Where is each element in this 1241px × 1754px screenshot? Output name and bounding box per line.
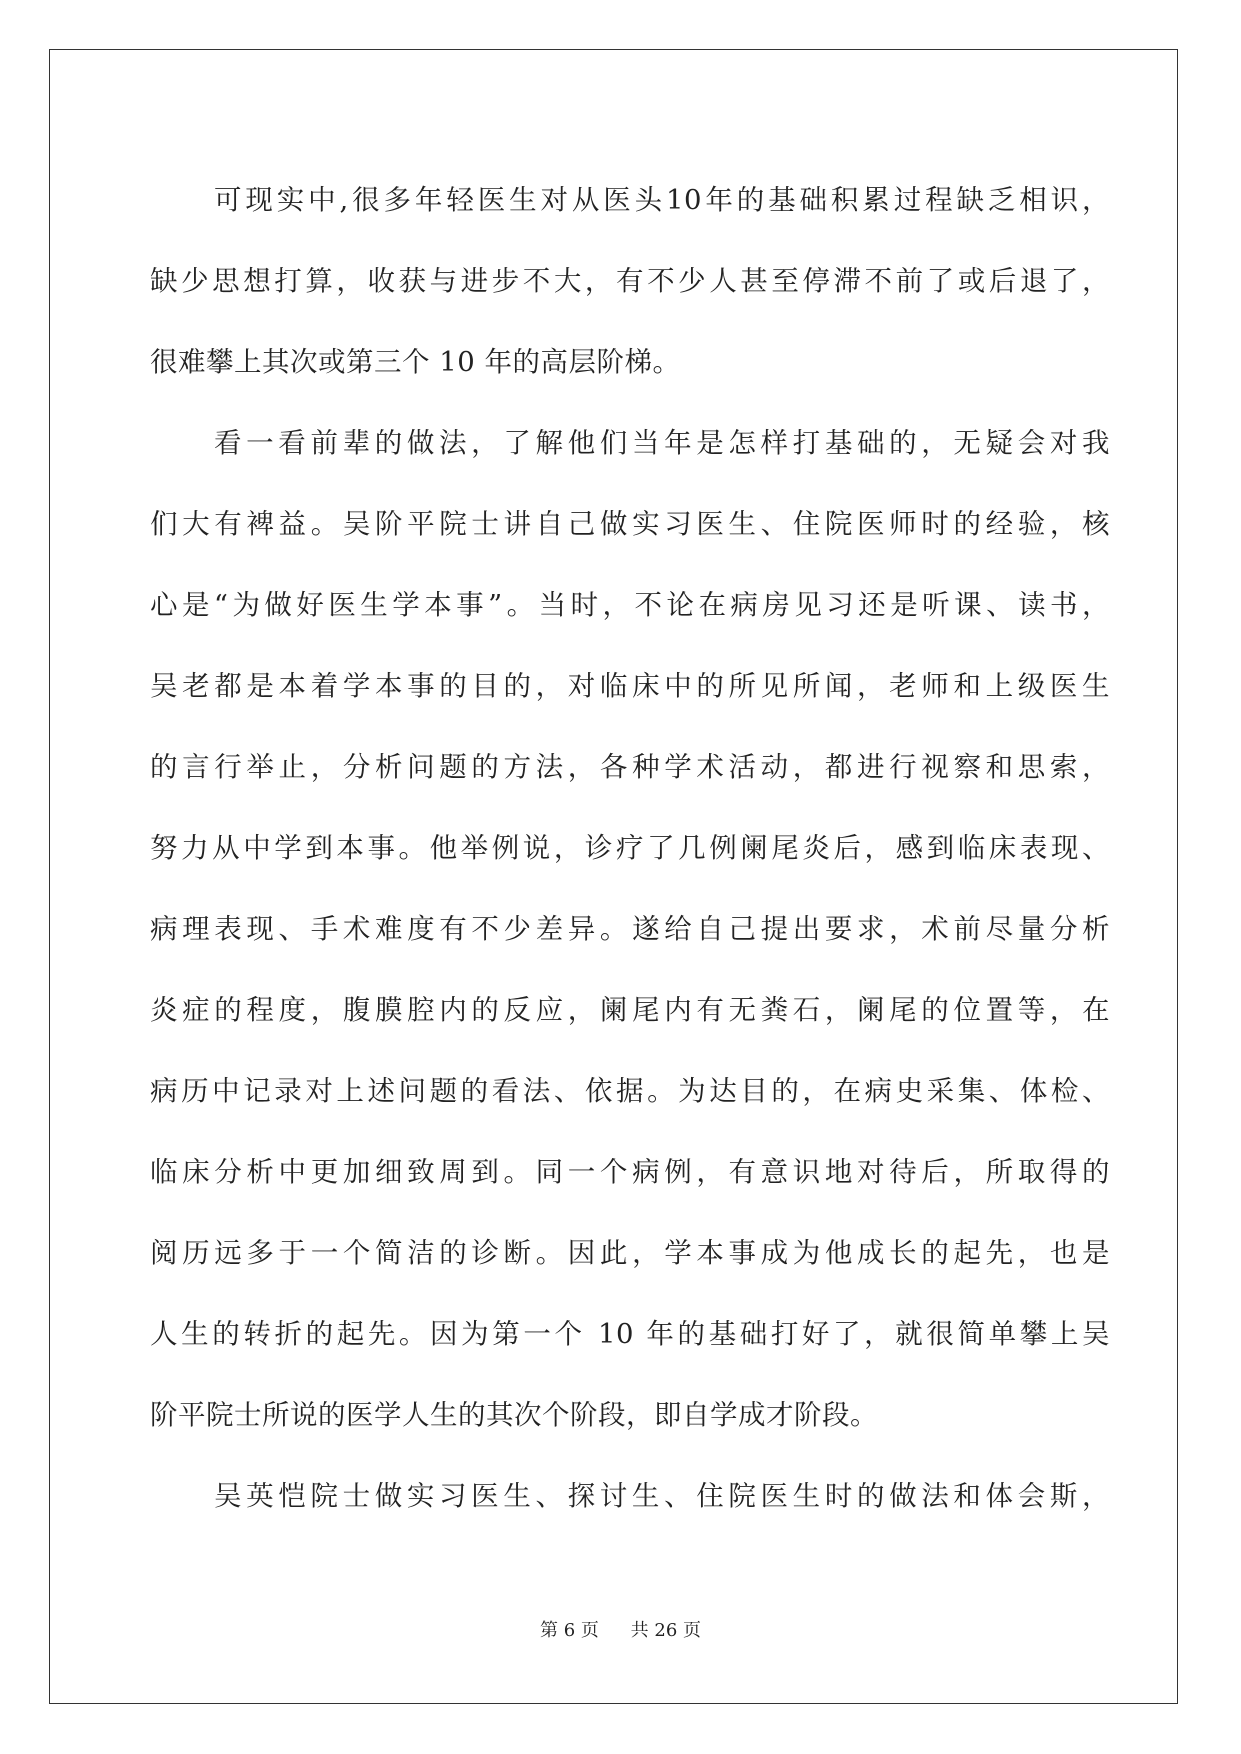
text-line: 阶平院士所说的医学人生的其次个阶段，即自学成才阶段。 xyxy=(150,1399,878,1431)
text-line: 炎症的程度，腹膜腔内的反应，阑尾内有无粪石，阑尾的位置等，在 xyxy=(150,994,1110,1026)
text-line: 很难攀上其次或第三个 10 年的高层阶梯。 xyxy=(150,346,681,378)
text-line: 心是“为做好医生学本事”。当时，不论在病房见习还是听课、读书， xyxy=(150,589,1110,621)
text-line: 缺少思想打算，收获与进步不大，有不少人甚至停滞不前了或后退了， xyxy=(150,265,1110,297)
text-line: 看一看前辈的做法，了解他们当年是怎样打基础的，无疑会对我 xyxy=(214,427,1110,459)
text-line: 病历中记录对上述问题的看法、依据。为达目的，在病史采集、体检、 xyxy=(150,1075,1110,1107)
document-body xyxy=(150,160,1110,1537)
text-line: 的言行举止，分析问题的方法，各种学术活动，都进行视察和思索， xyxy=(150,751,1110,783)
text-line: 阅历远多于一个简洁的诊断。因此，学本事成为他成长的起先，也是 xyxy=(150,1237,1110,1269)
text-line: 努力从中学到本事。他举例说，诊疗了几例阑尾炎后，感到临床表现、 xyxy=(150,832,1110,864)
text-line: 人生的转折的起先。因为第一个 10 年的基础打好了，就很简单攀上吴 xyxy=(150,1318,1110,1350)
page-total: 共 26 页 xyxy=(630,1620,701,1641)
text-line: 吴英恺院士做实习医生、探讨生、住院医生时的做法和体会斯， xyxy=(214,1480,1110,1512)
text-line: 病理表现、手术难度有不少差异。遂给自己提出要求，术前尽量分析 xyxy=(150,913,1110,945)
text-line: 临床分析中更加细致周到。同一个病例，有意识地对待后，所取得的 xyxy=(150,1156,1110,1188)
text-line: 可现实中,很多年轻医生对从医头10年的基础积累过程缺乏相识， xyxy=(214,184,1110,216)
text-line: 们大有裨益。吴阶平院士讲自己做实习医生、住院医师时的经验，核 xyxy=(150,508,1110,540)
page-number: 第 6 页 xyxy=(540,1620,599,1641)
text-line: 吴老都是本着学本事的目的，对临床中的所见所闻，老师和上级医生 xyxy=(150,670,1110,702)
page-footer xyxy=(0,1616,1241,1642)
